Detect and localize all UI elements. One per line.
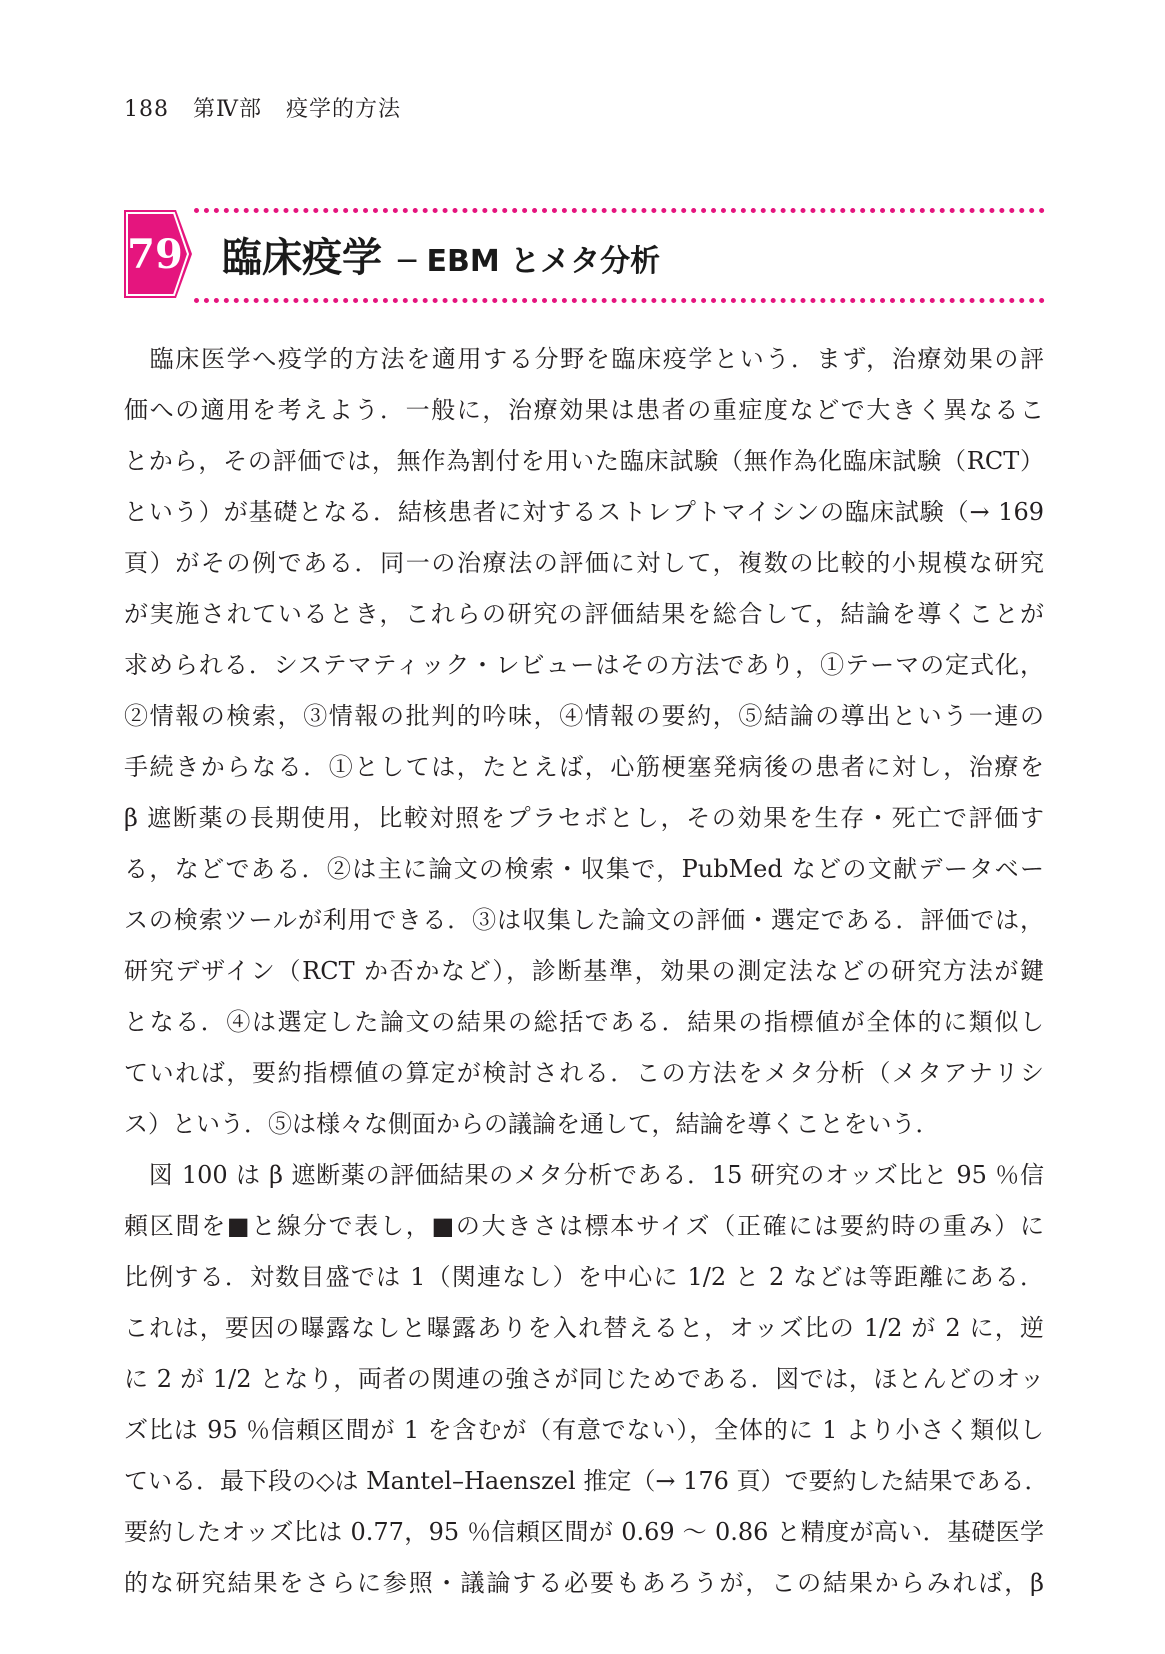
- body-line: が実施されているとき，これらの研究の評価結果を総合して，結論を導くことが: [124, 600, 1044, 628]
- body-text: [124, 334, 1049, 1609]
- section-subtitle: ─ EBM とメタ分析: [398, 244, 661, 279]
- body-line: 価への適用を考えよう．一般に，治療効果は患者の重症度などで大きく異なるこ: [124, 396, 1044, 424]
- body-line: ス）という．⑤は様々な側面からの議論を通して，結論を導くことをいう．: [124, 1110, 940, 1138]
- body-line: 的な研究結果をさらに参照・議論する必要もあろうが，この結果からみれば，β: [124, 1569, 1044, 1597]
- body-line: 図 100 は β 遮断薬の評価結果のメタ分析である．15 研究のオッズ比と 95 ％信: [124, 1161, 1044, 1189]
- body-line: 頼区間を■と線分で表し，■の大きさは標本サイズ（正確には要約時の重み）に: [124, 1212, 1044, 1240]
- body-line: ている．最下段の◇は Mantel–Haenszel 推定（→ 176 頁）で要約した結果である．: [124, 1467, 1049, 1495]
- section-number: 79: [127, 230, 183, 278]
- part-label: 第Ⅳ部: [193, 97, 262, 122]
- running-head: [124, 92, 417, 123]
- page-number: 188: [124, 97, 169, 122]
- body-line: という）が基礎となる．結核患者に対するストレプトマイシンの臨床試験（→ 169: [124, 498, 1044, 526]
- body-line: ズ比は 95 ％信頼区間が 1 を含むが（有意でない），全体的に 1 より小さく類似し: [124, 1416, 1044, 1444]
- body-line: 頁）がその例である．同一の治療法の評価に対して，複数の比較的小規模な研究: [124, 549, 1044, 577]
- part-title: 疫学的方法: [285, 97, 401, 122]
- body-line: とから，その評価では，無作為割付を用いた臨床試験（無作為化臨床試験（RCT）: [124, 447, 1044, 475]
- body-line: β 遮断薬の長期使用，比較対照をプラセボとし，その効果を生存・死亡で評価す: [124, 804, 1044, 832]
- body-line: る，などである．②は主に論文の検索・収集で，PubMed などの文献データベー: [124, 855, 1044, 883]
- body-line: となる．④は選定した論文の結果の総括である．結果の指標値が全体的に類似し: [124, 1008, 1044, 1036]
- body-line: ②情報の検索，③情報の批判的吟味，④情報の要約，⑤結論の導出という一連の: [124, 702, 1044, 730]
- body-line: 比例する．対数目盛では 1（関連なし）を中心に 1/2 と 2 などは等距離にある．: [124, 1263, 1044, 1291]
- section-title: 臨床疫学: [222, 235, 382, 281]
- dotted-rule-bottom: [194, 298, 1045, 303]
- body-line: 臨床医学へ疫学的方法を適用する分野を臨床疫学という．まず，治療効果の評: [124, 345, 1044, 373]
- body-line: 要約したオッズ比は 0.77，95 ％信頼区間が 0.69 ～ 0.86 と精度が高い．基礎医学: [124, 1518, 1044, 1546]
- body-line: に 2 が 1/2 となり，両者の関連の強さが同じためである．図では，ほとんどのオッ: [124, 1365, 1044, 1393]
- body-line: これは，要因の曝露なしと曝露ありを入れ替えると，オッズ比の 1/2 が 2 に，逆: [124, 1314, 1044, 1342]
- body-line: スの検索ツールが利用できる．③は収集した論文の評価・選定である．評価では，: [124, 906, 1044, 934]
- body-line: 求められる．システマティック・レビューはその方法であり，①テーマの定式化，: [124, 651, 1044, 679]
- body-line: 研究デザイン（RCT か否かなど），診断基準，効果の測定法などの研究方法が鍵: [124, 957, 1044, 985]
- body-line: 手続きからなる．①としては，たとえば，心筋梗塞発病後の患者に対し，治療を: [124, 753, 1044, 781]
- section-number-badge: [124, 210, 192, 298]
- body-line: ていれば，要約指標値の算定が検討される．この方法をメタ分析（メタアナリシ: [124, 1059, 1044, 1087]
- dotted-rule-top: [194, 208, 1045, 213]
